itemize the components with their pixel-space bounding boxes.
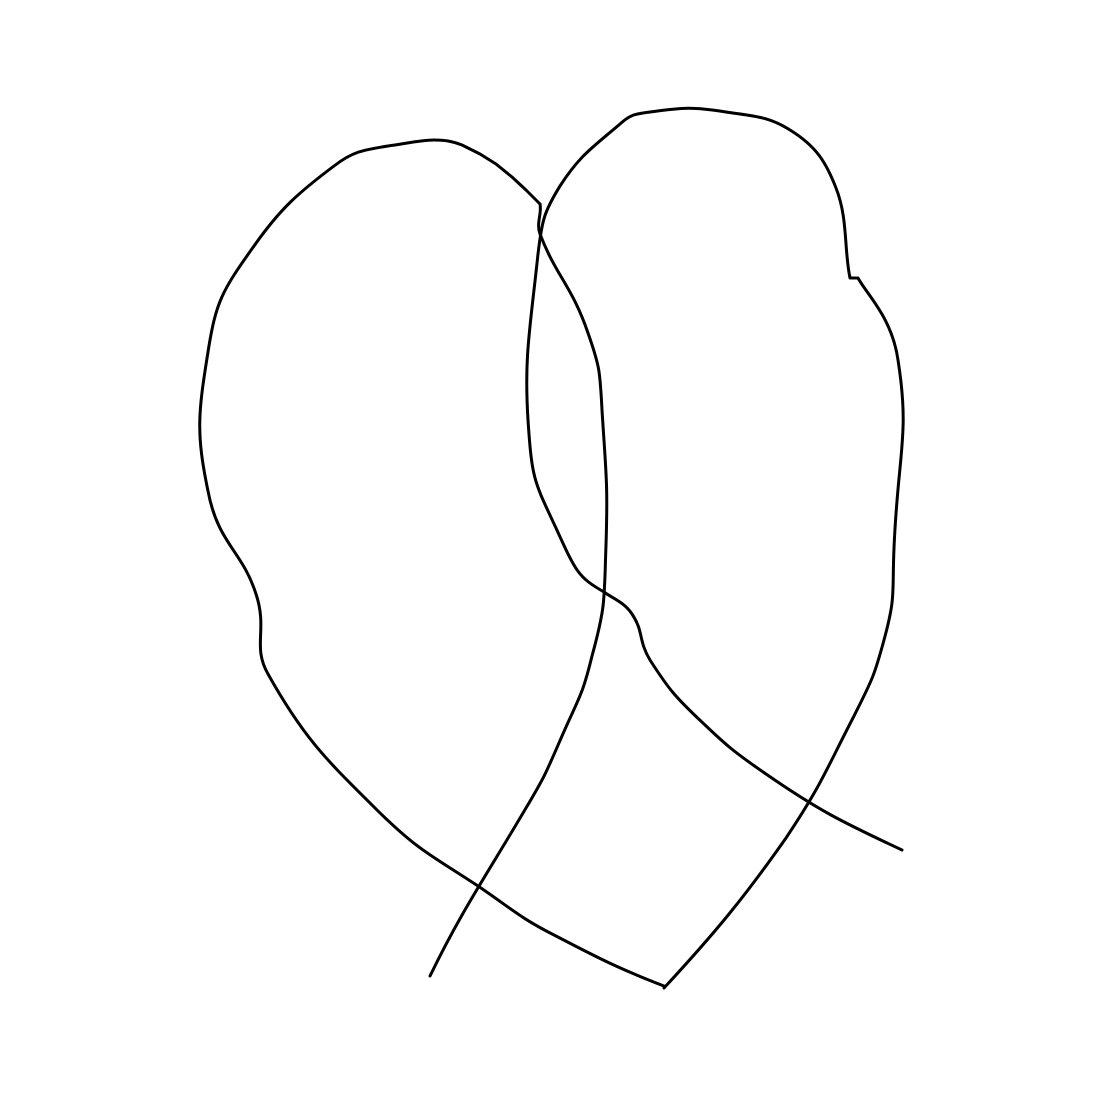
- right-lobe-stroke: [527, 108, 903, 988]
- right-lobe-stroke: [430, 204, 607, 976]
- left-lobe-stroke: [200, 140, 664, 986]
